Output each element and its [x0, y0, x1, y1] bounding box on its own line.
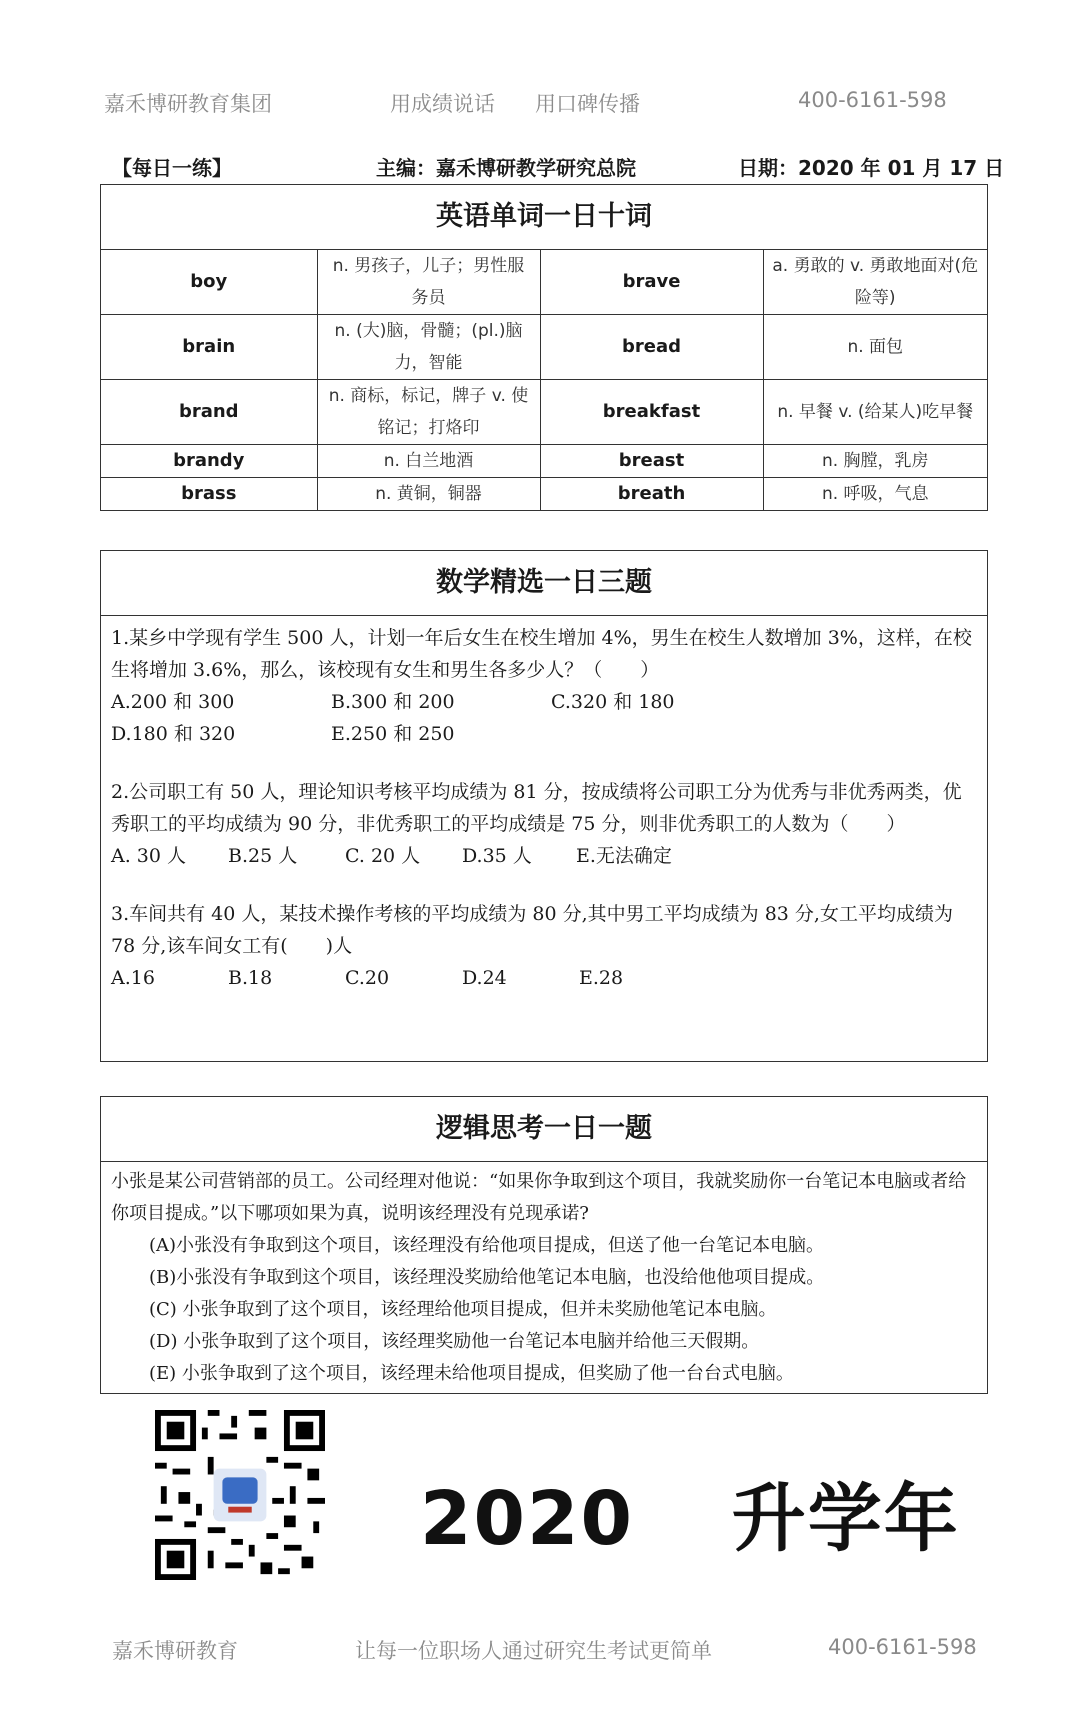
vocab-row: [101, 478, 987, 511]
option: C.320 和 180: [551, 691, 675, 713]
vocab-word: boy: [101, 250, 317, 315]
vocab-row: [101, 315, 987, 380]
page-header: [0, 88, 1080, 128]
option: E.250 和 250: [331, 723, 455, 745]
vocab-title: 英语单词一日十词: [101, 185, 987, 250]
option: E.无法确定: [576, 845, 672, 867]
question-1-options: [111, 718, 977, 750]
banner-year: 2020: [420, 1476, 634, 1562]
vocab-word: brave: [540, 250, 763, 315]
page-footer: [0, 1635, 1080, 1675]
vocab-meaning: n. 男孩子，儿子；男性服务员: [317, 250, 540, 315]
vocab-meaning: n. 早餐 v. (给某人)吃早餐: [763, 380, 987, 445]
option: B.25 人: [228, 845, 298, 867]
vocab-word: breakfast: [540, 380, 763, 445]
vocab-meaning: n. 商标，标记，牌子 v. 使铭记；打烙印: [317, 380, 540, 445]
option: B.18: [228, 967, 273, 989]
vocab-row: [101, 380, 987, 445]
option: A.200 和 300: [111, 691, 235, 713]
option: C. 20 人: [345, 845, 421, 867]
vocab-word: brass: [101, 478, 317, 511]
vocab-meaning: n. 面包: [763, 315, 987, 380]
question-1-options: [111, 686, 977, 718]
header-phone: 400-6161-598: [798, 88, 947, 112]
question-2-text: 2.公司职工有 50 人，理论知识考核平均成绩为 81 分，按成绩将公司职工分为优秀与非优秀两类，优秀职工的平均成绩为 90 分，非优秀职工的平均成绩是 75 分，则非优秀职工的人数为（ ）: [111, 781, 962, 835]
header-slogan-1: 用成绩说话: [390, 92, 495, 116]
vocab-meaning: n. 白兰地酒: [317, 445, 540, 478]
question-3-options: [111, 962, 977, 994]
option: C.20: [345, 967, 390, 989]
option: A. 30 人: [111, 845, 187, 867]
vocab-table: [101, 250, 987, 510]
math-title: 数学精选一日三题: [101, 551, 987, 616]
vocab-word: brandy: [101, 445, 317, 478]
vocab-word: breath: [540, 478, 763, 511]
logic-body: [101, 1162, 987, 1390]
header-slogan-2: 用口碑传播: [535, 92, 640, 116]
option: D.24: [462, 967, 507, 989]
option: D.35 人: [462, 845, 532, 867]
option: A.16: [111, 967, 155, 989]
qr-code: [155, 1410, 325, 1580]
vocab-meaning: n. 胸膛，乳房: [763, 445, 987, 478]
logic-section: [100, 1096, 988, 1394]
banner-text: 升学年: [731, 1476, 960, 1562]
meta-date: 日期：2020 年 01 月 17 日: [738, 156, 1005, 180]
footer-org: 嘉禾博研教育: [112, 1639, 238, 1663]
vocab-meaning: n. (大)脑，骨髓；(pl.)脑力，智能: [317, 315, 540, 380]
math-section: [100, 550, 988, 1062]
math-body: [101, 616, 987, 994]
vocab-word: breast: [540, 445, 763, 478]
vocab-row: [101, 445, 987, 478]
question-1-text: 1.某乡中学现有学生 500 人，计划一年后女生在校生增加 4%，男生在校生人数增加 3%，这样，在校生将增加 3.6%，那么，该校现有女生和男生各多少人？（ ）: [111, 627, 972, 681]
logic-option: (C) 小张争取到了这个项目，该经理给他项目提成，但并未奖励他笔记本电脑。: [149, 1299, 777, 1320]
logic-option: (B)小张没有争取到这个项目，该经理没奖励给他笔记本电脑，也没给他他项目提成。: [149, 1267, 825, 1288]
option: E.28: [579, 967, 624, 989]
option: B.300 和 200: [331, 691, 455, 713]
logic-stem: 小张是某公司营销部的员工。公司经理对他说：“如果你争取到这个项目，我就奖励你一台笔记本电脑或者给你项目提成。”以下哪项如果为真，说明该经理没有兑现承诺?: [111, 1171, 967, 1224]
question-3-text: 3.车间共有 40 人，某技术操作考核的平均成绩为 80 分,其中男工平均成绩为 83 分,女工平均成绩为 78 分,该车间女工有( )人: [111, 903, 953, 957]
vocab-word: brand: [101, 380, 317, 445]
option: D.180 和 320: [111, 723, 236, 745]
header-org: 嘉禾博研教育集团: [104, 92, 272, 116]
logic-option: (E) 小张争取到了这个项目，该经理未给他项目提成，但奖励了他一台台式电脑。: [149, 1363, 794, 1384]
question-2-options: [111, 840, 977, 872]
footer-phone: 400-6161-598: [828, 1635, 977, 1659]
footer-slogan: 让每一位职场人通过研究生考试更简单: [355, 1639, 712, 1663]
vocab-row: [101, 250, 987, 315]
vocab-section: [100, 184, 988, 511]
logic-option: (A)小张没有争取到这个项目，该经理没有给他项目提成，但送了他一台笔记本电脑。: [149, 1235, 825, 1256]
vocab-meaning: a. 勇敢的 v. 勇敢地面对(危险等): [763, 250, 987, 315]
meta-editor: 主编：嘉禾博研教学研究总院: [376, 156, 636, 180]
logic-option: (D) 小张争取到了这个项目，该经理奖励他一台笔记本电脑并给他三天假期。: [149, 1331, 760, 1352]
meta-line: [0, 152, 1080, 184]
vocab-word: bread: [540, 315, 763, 380]
logic-title: 逻辑思考一日一题: [101, 1097, 987, 1162]
banner: [420, 1460, 960, 1566]
vocab-meaning: n. 呼吸，气息: [763, 478, 987, 511]
meta-tag: 【每日一练】: [112, 156, 232, 180]
vocab-meaning: n. 黄铜，铜器: [317, 478, 540, 511]
vocab-word: brain: [101, 315, 317, 380]
